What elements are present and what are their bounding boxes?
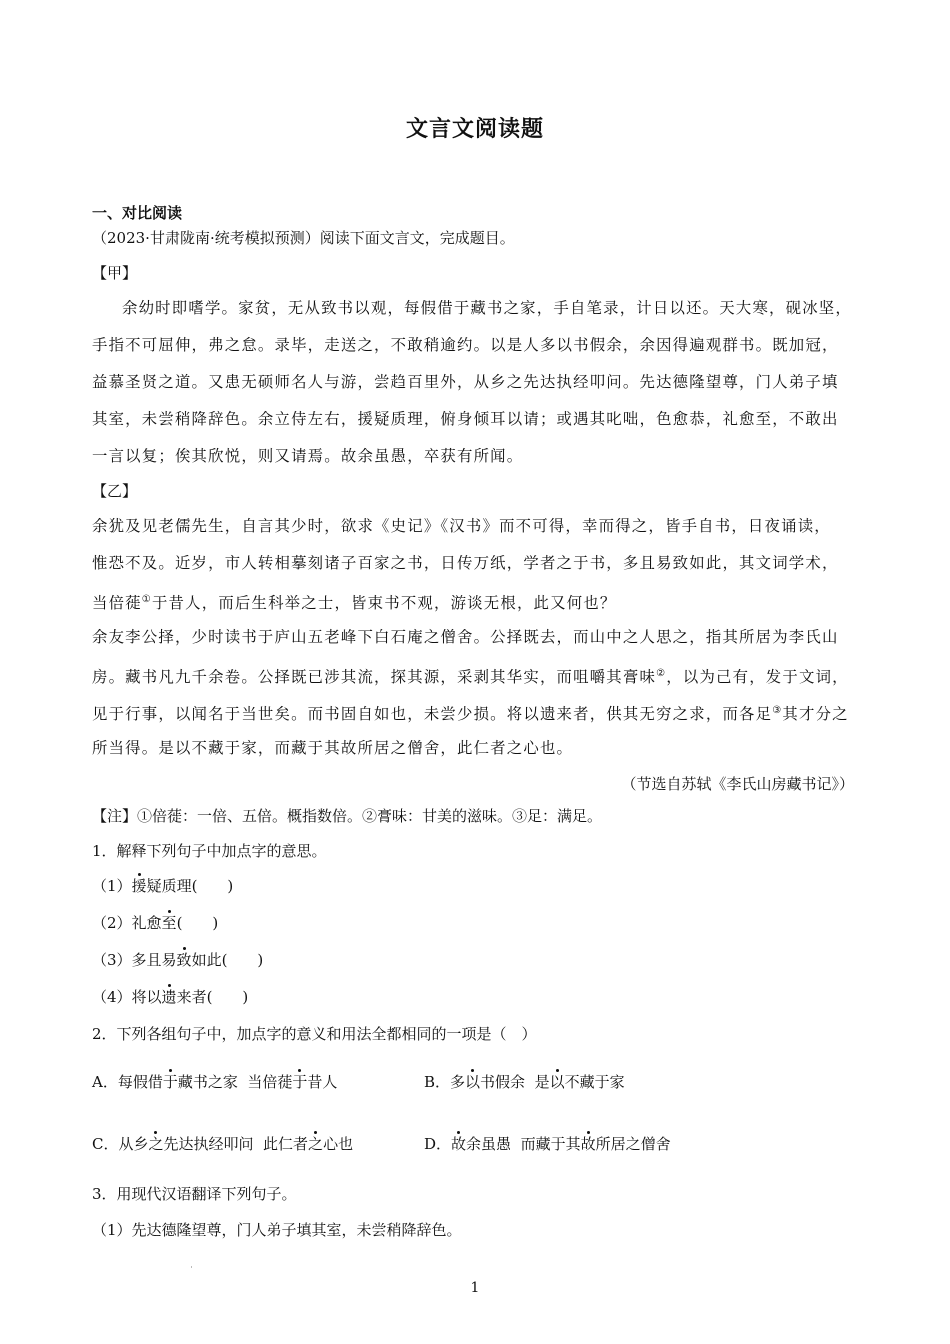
dotted-char: 于	[162, 1073, 178, 1091]
dotted-char: 之	[148, 1135, 164, 1153]
dotted-char: 遗	[161, 988, 177, 1006]
option-text: 所居之僧舍	[595, 1135, 671, 1153]
passage-yi-line: 余友李公择，少时读书于庐山五老峰下白石庵之僧舍。公择既去，而山中之人思之，指其所居为李氏山	[92, 628, 839, 646]
yi-text: 其才分之	[782, 705, 849, 724]
option-text: 心也	[323, 1135, 354, 1153]
dotted-char: 以	[549, 1073, 565, 1091]
yi-text: 房。藏书凡九千余卷。公择既已涉其流，探其源，采剥其华实，而咀嚼其膏味	[92, 668, 657, 687]
passage-yi-line: 所当得。是以不藏于家，而藏于其故所居之僧舍，此仁者之心也。	[92, 739, 574, 757]
footnote-marker: ②	[656, 668, 667, 679]
page-number: 1	[470, 1280, 480, 1296]
footnote-marker: ①	[141, 594, 152, 605]
dotted-char: 至	[161, 914, 177, 932]
item-text: （3）多且易	[92, 951, 177, 969]
item-text: 来者( )	[176, 988, 249, 1006]
passage-jia-line: 其室，未尝稍降辞色。余立侍左右，援疑质理，俯身倾耳以请；或遇其叱咄，色愈恭，礼愈至，不敢出	[92, 410, 839, 428]
source-line: （2023·甘肃陇南·统考模拟预测）阅读下面文言文，完成题目。	[92, 229, 515, 247]
question-3-item: （1）先达德隆望尊，门人弟子填其室，未尝稍降辞色。	[92, 1221, 462, 1239]
option-text: 藏书之家 当倍蓰	[177, 1073, 293, 1091]
option-text: 先达执经叩问 此仁者	[163, 1135, 309, 1153]
passage-jia-line: 一言以复；俟其欣悦，则又请焉。故余虽愚，卒获有所闻。	[92, 447, 524, 465]
dotted-char: 故	[451, 1135, 467, 1153]
item-text: （1）	[92, 877, 132, 895]
question-1-item	[92, 876, 233, 896]
section-heading: 一、对比阅读	[92, 204, 183, 222]
yi-text: 当倍蓰	[92, 594, 142, 613]
yi-text: 见于行事，以闻名于当世矣。而书固自如也，未尝少损。将以遗来者，供其无穷之求，而各足	[92, 705, 773, 724]
yi-text: ，以为己有，发于文词，	[666, 668, 849, 687]
question-3-stem: 3．用现代汉语翻译下列句子。	[92, 1185, 297, 1203]
item-text: 疑质理( )	[146, 877, 234, 895]
divider-mark	[191, 1266, 192, 1268]
passage-yi-line: 惟恐不及。近岁，市人转相摹刻诸子百家之书，日传万纸，学者之于书，多且易致如此，其文词学术，	[92, 554, 839, 572]
dotted-char: 于	[292, 1073, 308, 1091]
passage-yi-line	[92, 590, 617, 613]
question-2-stem: 2．下列各组句子中，加点字的意义和用法全都相同的一项是（ ）	[92, 1025, 537, 1043]
option-a	[92, 1072, 337, 1092]
option-text: 余虽愚 而藏于其	[466, 1135, 581, 1153]
question-1-item	[92, 913, 218, 933]
item-text: （2）礼愈	[92, 914, 162, 932]
passage-yi-line	[92, 664, 849, 687]
question-1-stem: 1．解释下列句子中加点字的意思。	[92, 842, 327, 860]
option-text: 昔人	[307, 1073, 338, 1091]
option-text: D．	[424, 1135, 452, 1153]
passage-jia-line: 手指不可屈伸，弗之怠。录毕，走送之，不敢稍逾约。以是人多以书假余，余因得遍观群书。既加冠，	[92, 336, 839, 354]
passage-yi-label: 【乙】	[92, 482, 138, 500]
option-c	[92, 1134, 353, 1154]
footnote-marker: ③	[772, 705, 783, 716]
option-text: A．每假借	[92, 1073, 163, 1091]
passage-jia-line: 余幼时即嗜学。家贫，无从致书以观，每假借于藏书之家，手自笔录，计日以还。天大寒，砚冰坚，	[122, 299, 852, 317]
passage-jia-label: 【甲】	[92, 264, 138, 282]
dotted-char: 之	[308, 1135, 324, 1153]
dotted-char: 致	[176, 951, 192, 969]
option-text: B．多	[424, 1073, 466, 1091]
option-text: 书假余 是	[480, 1073, 550, 1091]
option-text: 不藏于家	[564, 1073, 625, 1091]
item-text: （4）将以	[92, 988, 162, 1006]
question-1-item	[92, 950, 263, 970]
item-text: 如此( )	[191, 951, 264, 969]
option-b	[424, 1072, 625, 1092]
citation: （节选自苏轼《李氏山房藏书记》）	[621, 775, 854, 793]
option-d	[424, 1134, 671, 1154]
passage-yi-line: 余犹及见老儒先生，自言其少时，欲求《史记》《汉书》而不可得，幸而得之，皆手自书，日夜诵读，	[92, 517, 831, 535]
option-text: C．从乡	[92, 1135, 149, 1153]
page-title: 文言文阅读题	[405, 117, 544, 142]
question-1-item	[92, 987, 248, 1007]
annotation-note: 【注】①倍蓰：一倍、五倍。概指数倍。②膏味：甘美的滋味。③足：满足。	[92, 807, 603, 825]
passage-yi-line	[92, 701, 849, 724]
dotted-char: 故	[580, 1135, 596, 1153]
yi-text: 于昔人，而后生科举之士，皆束书不观，游谈无根，此又何也？	[151, 594, 617, 613]
item-text: ( )	[176, 914, 219, 932]
dotted-char: 援	[131, 877, 147, 895]
passage-jia-line: 益慕圣贤之道。又患无硕师名人与游，尝趋百里外，从乡之先达执经叩问。先达德隆望尊，门人弟子填	[92, 373, 839, 391]
dotted-char: 以	[465, 1073, 481, 1091]
